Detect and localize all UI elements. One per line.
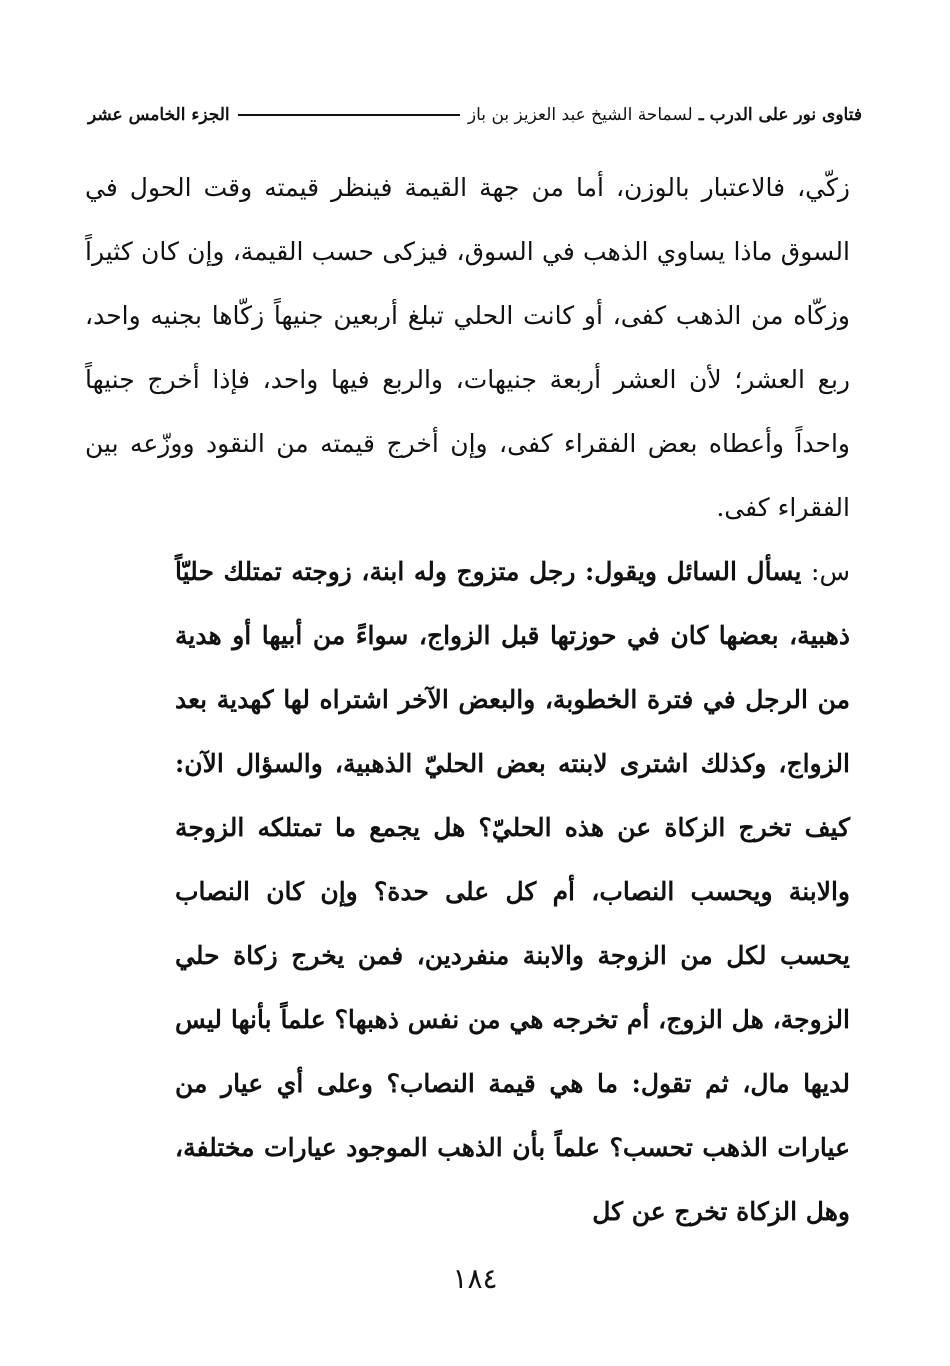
question-marker: س:	[811, 557, 850, 586]
book-title: فتاوى نور على الدرب ـ	[698, 105, 862, 125]
question-paragraph	[175, 540, 850, 1244]
header-rule	[238, 114, 460, 116]
page-number: ١٨٤	[452, 1262, 498, 1295]
running-header	[88, 100, 862, 130]
answer-paragraph: زكّي، فالاعتبار بالوزن، أما من جهة القيمة فينظر قيمته وقت الحول في السوق ماذا يساوي الذهب في السوق، فيزكى حسب القيمة، وإن كان كثيراً وزكّاه من الذهب كفى، أو كانت الحلي تبلغ أربعين جنيهاً زكّاها بجنيه واحد، ربع العشر؛ لأن العشر أربعة جنيهات، والربع فيها واحد، فإذا أخرج جنيهاً واحداً وأعطاه بعض الفقراء كفى، وإن أخرج قيمته من النقود ووزّعه بين الفقراء كفى.	[85, 173, 850, 522]
author-name: لسماحة الشيخ عبد العزيز بن باز	[467, 105, 693, 125]
volume-label: الجزء الخامس عشر	[88, 105, 230, 125]
question-text: يسأل السائل ويقول: رجل متزوج وله ابنة، زوجته تمتلك حليّاً ذهبية، بعضها كان في حوزتها قبل الزواج، سواءً من أبيها أو هدية من الرجل في فترة الخطوبة، والبعض الآخر اشتراه لها كهدية بعد الزواج، وكذلك اشترى لابنته بعض الحليّ الذهبية، والسؤال الآن: كيف تخرج الزكاة عن هذه الحليّ؟ هل يجمع ما تمتلكه الزوجة والابنة ويحسب النصاب، أم كل على حدة؟ وإن كان النصاب يحسب لكل من الزوجة والابنة منفردين، فمن يخرج زكاة حلي الزوجة، هل الزوج، أم تخرجه هي من نفس ذهبها؟ علماً بأنها ليس لديها مال، ثم تقول: ما هي قيمة النصاب؟ وعلى أي عيار من عيارات الذهب تحسب؟ علماً بأن الذهب الموجود عيارات مختلفة، وهل الزكاة تخرج عن كل	[175, 557, 850, 1226]
